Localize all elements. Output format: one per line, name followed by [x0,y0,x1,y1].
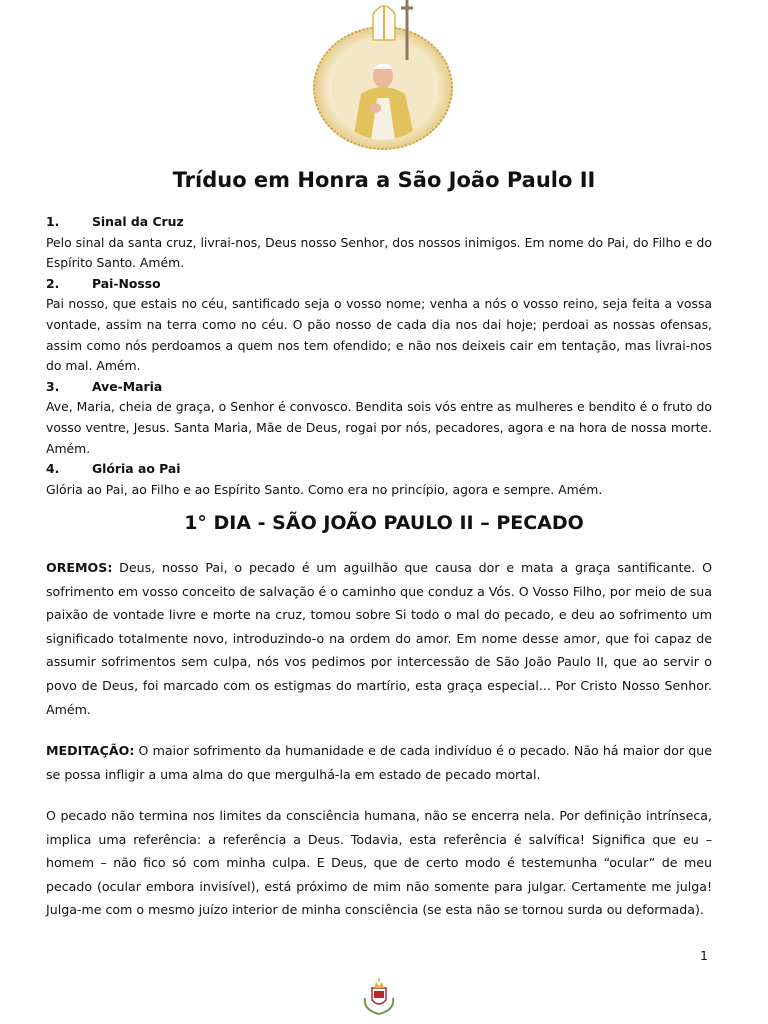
oremos-paragraph [46,556,712,721]
prayer-item [46,274,712,377]
meditacao-paragraph [46,739,712,786]
prayer-heading [46,459,712,480]
meditacao-text: O maior sofrimento da humanidade e de cada indivíduo é o pecado. Não há maior dor que se possa infligir a uma alma do que mergulhá-la em estado de pecado mortal. [46,743,712,782]
prayer-name: Ave-Maria [92,378,163,394]
prayer-text: Glória ao Pai, ao Filho e ao Espírito Santo. Como era no princípio, agora e sempre. Amém. [46,481,603,497]
prayer-number: 1. [46,214,60,229]
prayer-number: 2. [46,275,60,291]
meditacao-label: MEDITAÇÃO: [46,743,135,758]
opening-prayers [46,212,712,500]
saint-portrait-image [311,0,457,152]
prayer-name: Sinal da Cruz [92,214,184,229]
day-heading: 1° DIA - SÃO JOÃO PAULO II – PECADO [184,512,584,534]
prayer-name: Glória ao Pai [92,461,181,477]
oremos-label: OREMOS: [46,560,113,575]
parish-seal-icon [360,976,398,1016]
oremos-text: Deus, nosso Pai, o pecado é um aguilhão que causa dor e mata a graça santificante. O sofrimento em vosso conceito de salvação é o caminho que conduz a Vós. O Vosso Filho, por meio de sua paixão de vontade livre e morte na cruz, tomou sobre Si todo o mal do pecado, e deu ao sofrimento um significado totalmente novo, introduzindo-o na ordem do amor. Em nome desse amor, que foi capaz de assumir sofrimentos sem culpa, nós vos pedimos por intercessão de São João Paulo II, que ao servir o povo de Deus, foi marcado com os estigmas do martírio, esta graça especial... Por Cristo Nosso Senhor. Amém. [46,560,712,717]
prayer-item [46,212,712,274]
prayer-text: Ave, Maria, cheia de graça, o Senhor é convosco. Bendita sois vós entre as mulheres e bendito é o fruto do vosso ventre, Jesus. Santa Maria, Mãe de Deus, rogai por nós, pecadores, agora e na hora de nossa morte. Amém. [46,399,712,456]
prayer-heading [46,212,712,233]
prayer-number: 3. [46,378,60,394]
prayer-heading [46,274,712,295]
prayer-name: Pai-Nosso [92,275,161,291]
prayer-item [46,377,712,459]
prayer-text: Pai nosso, que estais no céu, santificado seja o vosso nome; venha a nós o vosso reino, seja feita a vossa vontade, assim na terra como no céu. O pão nosso de cada dia nos dai hoje; perdoai as nossas ofensas, assim como nós perdoamos a quem nos tem ofendido; e não nos deixeis cair em tentação, mas livrai-nos do mal. Amém. [46,296,712,374]
page-number: 1 [700,948,708,963]
document-title: Tríduo em Honra a São João Paulo II [172,168,596,192]
prayer-text: Pelo sinal da santa cruz, livrai-nos, Deus nosso Senhor, dos nossos inimigos. Em nome do Pai, do Filho e do Espírito Santo. Amém. [46,234,712,271]
body-paragraph: O pecado não termina nos limites da consciência humana, não se encerra nela. Por definição intrínseca, implica uma referência: a referência a Deus. Todavia, esta referência é salvífica! Significa que eu – homem – não fico só com minha culpa. E Deus, que de certo modo é testemunha “ocular” de meu pecado (ocular embora invisível), está próximo de mim não somente para julgar. Certamente me julga! Julga-me com o mesmo juízo interior de minha consciência (se esta não se tornou surda ou deformada). [46,808,712,918]
prayer-item [46,459,712,500]
prayer-heading [46,377,712,398]
prayer-number: 4. [46,461,60,477]
